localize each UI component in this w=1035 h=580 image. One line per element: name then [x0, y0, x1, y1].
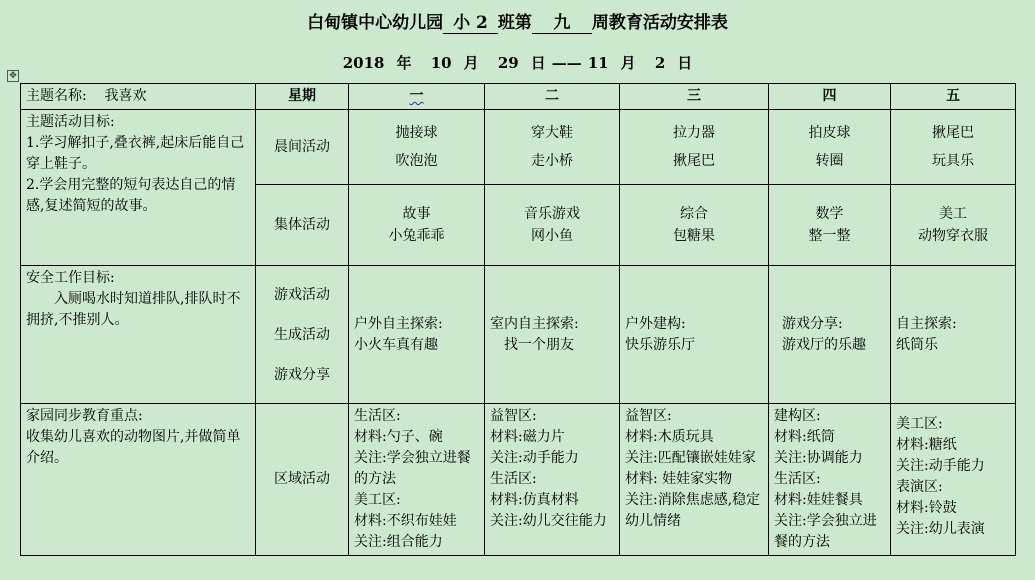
game-wed-1: 户外建构: [625, 315, 686, 332]
morning-tue-1: 穿大鞋 [531, 125, 573, 141]
day-thu: 四 [769, 84, 891, 110]
day-unit: 日 [530, 54, 546, 72]
morning-label: 晨间活动 [256, 110, 349, 185]
group-fri [891, 185, 1016, 266]
area-fri-1: 美工区: [896, 416, 943, 432]
game-mon-2: 小火车真有趣 [354, 336, 438, 353]
day-tue: 二 [485, 84, 620, 110]
area-fri-2: 材料:糖纸 [896, 437, 957, 453]
area-tue-5: 材料:仿真材料 [490, 492, 579, 508]
group-tue-1: 音乐游戏 [524, 206, 580, 222]
game-label-1: 游戏活动 [274, 286, 330, 303]
morning-row [21, 110, 1016, 185]
area-mon-2: 材料:勺子、碗 [354, 429, 443, 445]
safety-cell [21, 266, 256, 404]
morning-wed-2: 揪尾巴 [673, 153, 715, 169]
area-wed-3: 关注:匹配镶嵌娃娃家 [625, 450, 756, 466]
theme-name-label: 主题名称: [26, 88, 87, 104]
game-mon-1: 户外自主探索: [354, 315, 443, 332]
start-month: 10 [430, 54, 452, 72]
theme-name-cell [21, 84, 256, 110]
area-thu-2: 材料:纸筒 [774, 429, 835, 445]
theme-goals-cell [21, 110, 256, 266]
area-tue-4: 生活区: [490, 471, 537, 487]
area-thu [769, 404, 891, 556]
area-fri-5: 材料:铃鼓 [896, 500, 957, 516]
morning-mon-1: 抛接球 [395, 125, 438, 141]
game-thu [769, 266, 891, 404]
year-unit: 年 [396, 54, 412, 72]
game-fri [891, 266, 1016, 404]
area-tue-1: 益智区: [490, 408, 537, 424]
title-suffix: 周教育活动安排表 [591, 13, 728, 33]
game-tue [485, 266, 620, 404]
area-thu-1: 建构区: [774, 408, 821, 424]
game-label-2: 生成活动 [274, 326, 330, 343]
game-labels [256, 266, 349, 404]
day-mon [349, 84, 485, 110]
theme-goals-heading: 主题活动目标: [26, 114, 115, 130]
page-title [0, 8, 1035, 34]
game-fri-1: 自主探索: [896, 315, 957, 332]
morning-thu-1: 拍皮球 [808, 125, 851, 141]
group-mon-1: 故事 [402, 206, 431, 222]
year: 2018 [342, 54, 385, 72]
area-wed-5: 关注:消除焦虑感,稳定幼儿情绪 [625, 492, 761, 529]
morning-tue-2: 走小桥 [531, 153, 573, 169]
day-wed: 三 [620, 84, 769, 110]
game-mon [349, 266, 485, 404]
area-label: 区域活动 [256, 404, 349, 556]
area-fri-3: 关注:动手能力 [896, 458, 985, 474]
theme-goal-1: 1.学习解扣子,叠衣裤,起床后能自己穿上鞋子。 [26, 135, 245, 172]
group-thu [769, 185, 891, 266]
theme-goal-2: 2.学会用完整的短句表达自己的情感,复述简短的故事。 [26, 177, 236, 214]
area-tue-3: 关注:动手能力 [490, 450, 579, 466]
day-fri: 五 [891, 84, 1016, 110]
morning-mon [349, 110, 485, 185]
morning-wed [620, 110, 769, 185]
area-mon-6: 关注:组合能力 [354, 534, 443, 550]
group-tue [485, 185, 620, 266]
area-thu-4: 生活区: [774, 471, 821, 487]
title-middle: 班第 [497, 13, 532, 33]
group-mon [349, 185, 485, 266]
title-week-no: 九 [532, 13, 592, 34]
game-wed-2: 快乐游乐厅 [625, 336, 695, 353]
morning-thu-2: 转圈 [815, 153, 844, 169]
area-wed-1: 益智区: [625, 408, 672, 424]
morning-fri-2: 玩具乐 [932, 153, 974, 169]
safety-text: 入厕喝水时知道排队,排队时不拥挤,不推别人。 [26, 291, 241, 328]
group-fri-1: 美工 [939, 206, 967, 222]
group-wed [620, 185, 769, 266]
game-row [21, 266, 1016, 404]
area-mon-5: 材料:不织布娃娃 [354, 513, 457, 529]
area-thu-3: 关注:协调能力 [774, 450, 863, 466]
morning-fri [891, 110, 1016, 185]
area-wed [620, 404, 769, 556]
home-cell [21, 404, 256, 556]
home-heading: 家园同步教育重点: [26, 408, 143, 424]
morning-wed-1: 拉力器 [673, 125, 715, 141]
safety-heading: 安全工作目标: [26, 270, 115, 286]
game-thu-1: 游戏分享: [782, 315, 843, 332]
area-mon-4: 美工区: [354, 492, 401, 508]
month-unit: 月 [463, 54, 479, 72]
area-mon [349, 404, 485, 556]
morning-tue [485, 110, 620, 185]
home-text: 收集幼儿喜欢的动物图片,并做简单介绍。 [26, 429, 241, 466]
group-fri-2: 动物穿衣服 [918, 228, 988, 244]
day-unit-2: 日 [677, 54, 693, 72]
area-wed-2: 材料:木质玩具 [625, 429, 714, 445]
schedule-table [20, 83, 1016, 556]
area-wed-4: 材料: 娃娃家实物 [625, 471, 733, 487]
end-day: 2 [654, 54, 666, 72]
morning-mon-2: 吹泡泡 [395, 153, 438, 169]
group-mon-2: 小兔乖乖 [388, 228, 445, 244]
group-wed-1: 综合 [680, 206, 708, 222]
weekday-label: 星期 [256, 84, 349, 110]
area-fri-4: 表演区: [896, 479, 943, 495]
title-prefix: 白甸镇中心幼儿园 [307, 13, 444, 33]
area-thu-5: 材料:娃娃餐具 [774, 492, 863, 508]
date-dash: —— [551, 54, 582, 72]
game-wed [620, 266, 769, 404]
morning-fri-1: 揪尾巴 [932, 125, 974, 141]
title-class-level: 小 2 [443, 13, 498, 34]
group-label: 集体活动 [256, 185, 349, 266]
area-tue [485, 404, 620, 556]
date-range [0, 52, 1035, 73]
area-row [21, 404, 1016, 556]
start-day: 29 [497, 54, 519, 72]
game-tue-1: 室内自主探索: [490, 315, 579, 332]
group-thu-1: 数学 [815, 206, 844, 222]
end-month: 11 [587, 54, 609, 72]
header-row [21, 84, 1016, 110]
game-label-3: 游戏分享 [274, 366, 330, 383]
morning-thu [769, 110, 891, 185]
game-tue-2: 找一个朋友 [504, 336, 574, 353]
area-thu-6: 关注:学会独立进餐的方法 [774, 513, 877, 550]
month-unit-2: 月 [620, 54, 636, 72]
area-fri [891, 404, 1016, 556]
table-move-handle-icon[interactable]: ✥ [7, 70, 19, 82]
area-fri-6: 关注:幼儿表演 [896, 521, 985, 537]
area-tue-6: 关注:幼儿交往能力 [490, 513, 607, 529]
game-fri-2: 纸筒乐 [896, 336, 938, 353]
day-mon-label: 一 [409, 88, 424, 104]
group-thu-2: 整一整 [808, 228, 851, 244]
game-thu-2: 游戏厅的乐趣 [782, 336, 866, 353]
area-mon-3: 关注:学会独立进餐的方法 [354, 450, 471, 487]
group-wed-2: 包糖果 [673, 228, 715, 244]
area-mon-1: 生活区: [354, 408, 401, 424]
group-tue-2: 网小鱼 [531, 228, 573, 244]
area-tue-2: 材料:磁力片 [490, 429, 565, 445]
theme-name: 我喜欢 [104, 88, 147, 104]
